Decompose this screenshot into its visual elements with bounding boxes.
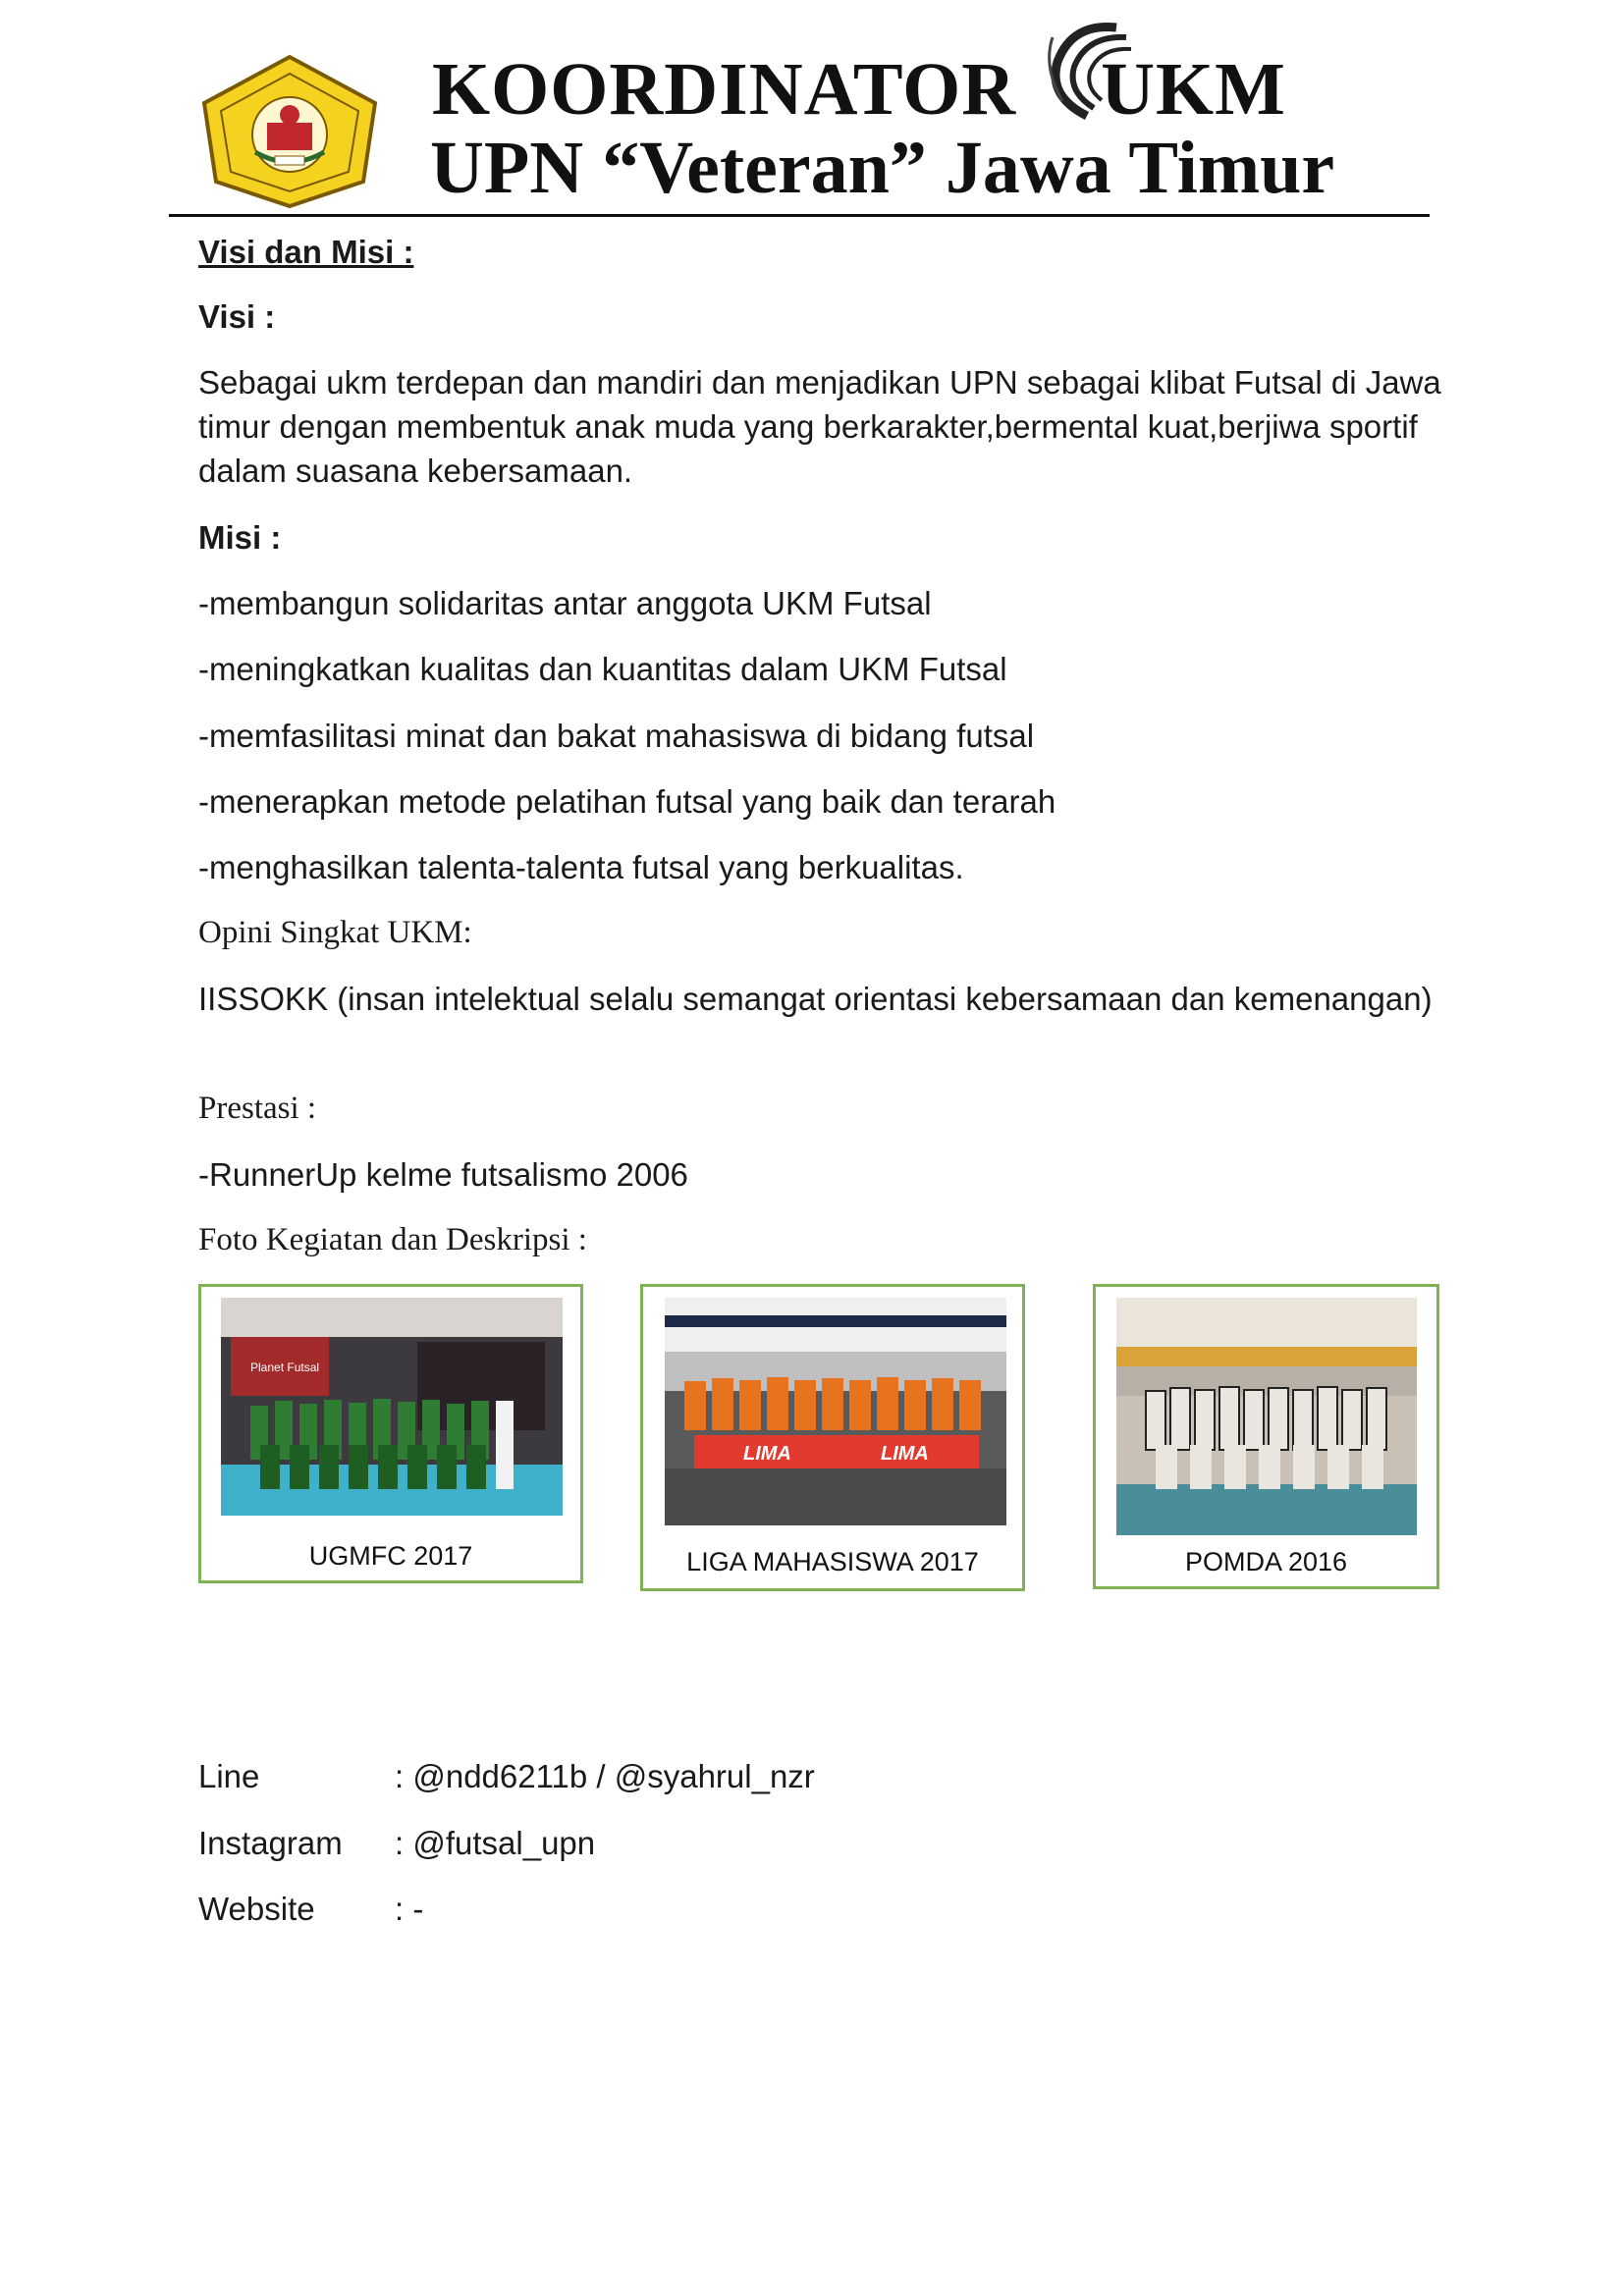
photo-card-pomda: [1093, 1284, 1439, 1589]
header-title-line2: UPN “Veteran” Jawa Timur: [430, 127, 1335, 209]
misi-item: -memfasilitasi minat dan bakat mahasiswa di bidang futsal: [198, 718, 1035, 754]
misi-item: -membangun solidaritas antar anggota UKM Futsal: [198, 585, 932, 621]
header-title-ukm: UKM: [1101, 48, 1286, 131]
visi-label: Visi :: [198, 298, 276, 335]
opini-label: Opini Singkat UKM:: [198, 915, 472, 950]
university-logo: [196, 54, 383, 209]
misi-item: -meningkatkan kualitas dan kuantitas dalam UKM Futsal: [198, 651, 1007, 687]
misi-label: Misi :: [198, 519, 282, 556]
contact-label-website: Website: [198, 1891, 315, 1927]
foto-label: Foto Kegiatan dan Deskripsi :: [198, 1222, 587, 1257]
photo-card-ugmfc: [198, 1284, 583, 1583]
team-photo-ugmfc: [221, 1298, 563, 1516]
header-title-koordinator: KOORDINATOR: [432, 48, 1017, 131]
visi-misi-heading: Visi dan Misi :: [198, 234, 414, 270]
banner-text: Planet Futsal: [250, 1361, 320, 1374]
opini-text: IISSOKK (insan intelektual selalu semangat orientasi kebersamaan dan kemenangan): [198, 981, 1433, 1017]
photo-caption: LIGA MAHASISWA 2017: [686, 1547, 979, 1576]
contact-value-website: : -: [395, 1891, 424, 1927]
prestasi-label: Prestasi :: [198, 1091, 317, 1126]
photo-caption: UGMFC 2017: [308, 1541, 473, 1571]
banner-text: LIMA: [881, 1443, 929, 1465]
contact-label-line: Line: [198, 1758, 260, 1794]
photo-caption: POMDA 2016: [1184, 1547, 1348, 1576]
contact-value-instagram: : @futsal_upn: [395, 1825, 596, 1861]
visi-text: Sebagai ukm terdepan dan mandiri dan menjadikan UPN sebagai klibat Futsal di Jawa timur dengan membentuk anak muda yang berkarakter,bermental kuat,berjiwa sportif dalam suasana kebersamaan.: [198, 364, 1441, 489]
misi-item: -menghasilkan talenta-talenta futsal yang berkualitas.: [198, 849, 964, 885]
header-divider: [169, 214, 1430, 217]
header-title-line1: [432, 47, 1414, 133]
team-photo-pomda: [1116, 1298, 1417, 1535]
contact-value-line: : @ndd6211b / @syahrul_nzr: [395, 1758, 815, 1794]
banner-text: LIMA: [743, 1443, 791, 1465]
prestasi-item: -RunnerUp kelme futsalismo 2006: [198, 1156, 688, 1193]
photo-card-liga-mahasiswa: [640, 1284, 1025, 1591]
team-photo-liga-mahasiswa: [665, 1298, 1006, 1525]
contact-label-instagram: Instagram: [198, 1825, 343, 1861]
misi-item: -menerapkan metode pelatihan futsal yang baik dan terarah: [198, 783, 1056, 820]
